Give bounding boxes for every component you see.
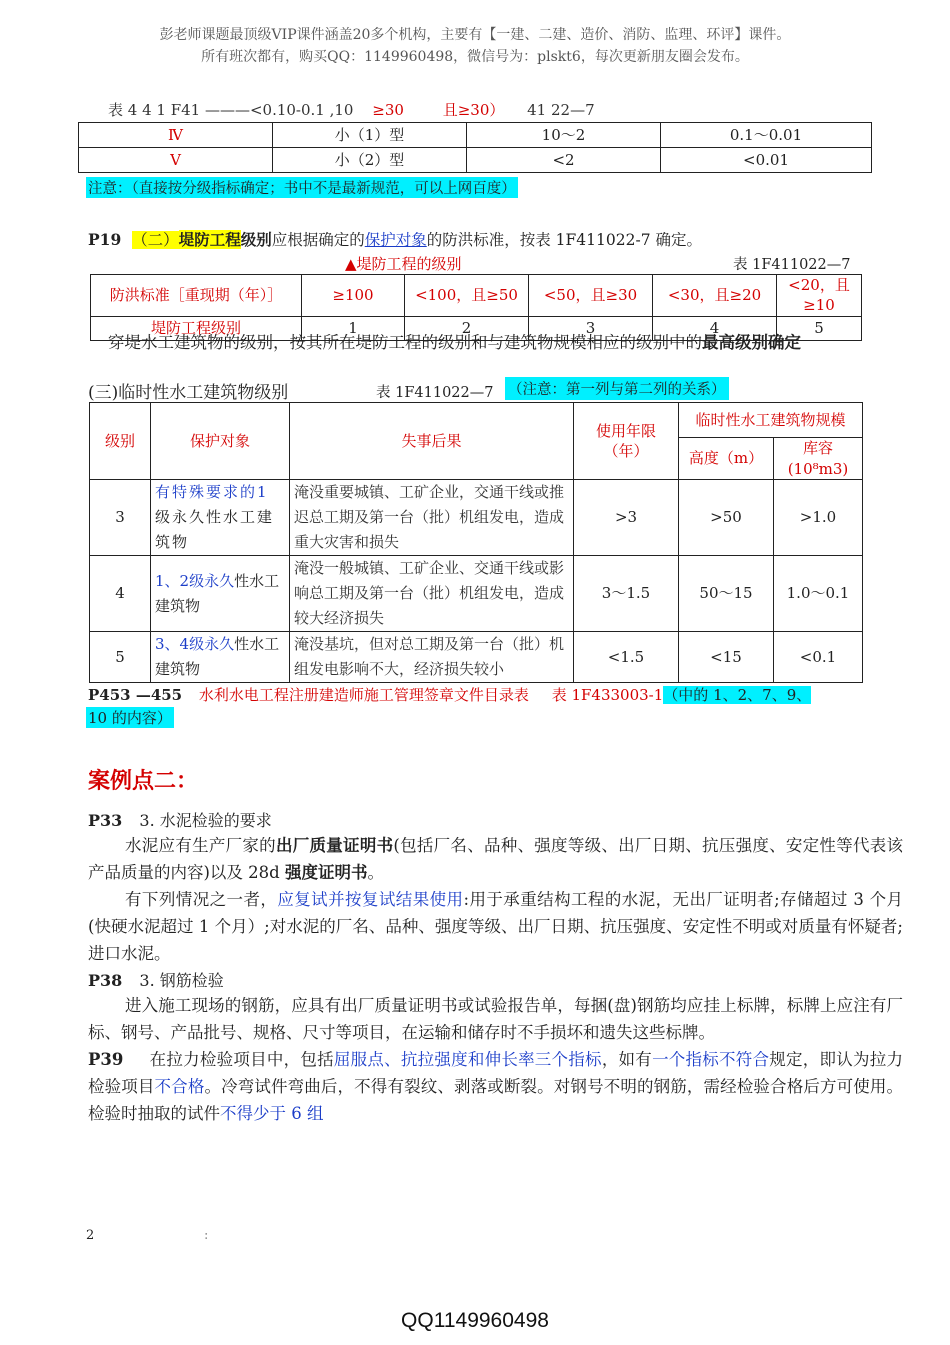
table-row [90,480,863,556]
cell: Ⅴ [79,148,273,173]
p19-part3: 级别 [240,230,272,249]
p453-note-b: 10 的内容） [88,709,172,727]
table-row [90,556,863,632]
cell: <0.01 [661,148,872,173]
cell-capacity: 1.0～0.1 [774,556,863,632]
cell-consequence: 淹没重要城镇、工矿企业，交通干线或推迟总工期及第一台（批）机组发电，造成重大灾害和损失 [290,480,574,556]
t: 规定，即认为拉力检验项目 [88,1050,904,1096]
cell: 0.1～0.01 [661,123,872,148]
cell: Ⅳ [79,123,273,148]
cell-level: 5 [90,632,151,683]
t-bold: 出厂质量证明书 [275,836,394,855]
table1-note: 注意：（直接按分级指标确定；书中不是最新规范，可以上网百度） [86,177,518,198]
levee-table-ref: 表 1F411022—7 [733,257,851,273]
cell-object [151,632,290,683]
cell: 10～2 [467,123,661,148]
cell-years: 3～1.5 [574,556,679,632]
table-dam-scale [78,122,872,173]
page-ref: P19 [88,230,122,249]
capacity-line1: 库容 [802,439,833,458]
p33-title-line [88,808,272,831]
cell: 小（1）型 [273,123,467,148]
t-blue: 不合格 [154,1077,205,1096]
table-row [90,632,863,683]
cell: <30，且≥20 [653,275,777,317]
cell: 堤防工程级别 [91,316,302,340]
cell: 防洪标准［重现期（年）］ [91,275,302,317]
p38-title-line [88,968,224,991]
p453-note-a: （中的 1、2、7、9、 [663,686,812,704]
p39-paragraph [88,1046,903,1127]
p453-title: 水利水电工程注册建造师施工管理签章文件目录表 [198,686,529,704]
page-ref: P38 [88,971,123,990]
partial-tail: 41 22—7 [527,101,595,119]
cell-years: <1.5 [574,632,679,683]
header-line-2: 所有班次都有，购买QQ：1149960498，微信号为：plskt6，每次更新朋友圈会发布。 [201,49,749,65]
t-blue: 不得少于 6 组 [220,1104,324,1123]
object-blue: 1、2级永久 [155,571,235,590]
levee-note-text: 穿堤水工建筑物的级别，按其所在堤防工程的级别和与建筑物规模相应的级别中的 [108,333,702,352]
cell: 1 [302,316,405,340]
cell-level: 4 [90,556,151,632]
cell-height: 50～15 [679,556,774,632]
cell-height: >50 [679,480,774,556]
t-blue: 应复试并按复试结果使用 [277,890,464,909]
partial-red-2: 且≥30） [442,101,505,119]
table-row [79,123,872,148]
cell-consequence: 淹没一般城镇、工矿企业、交通干线或影响总工期及第一台（批）机组发电，造成较大经济损失 [290,556,574,632]
table-row [91,275,862,317]
cell: <50，且≥30 [529,275,653,317]
p19-line [88,228,702,250]
cell: 小（2）型 [273,148,467,173]
cell: <2 [467,148,661,173]
cell-capacity: <0.1 [774,632,863,683]
cell-years: >3 [574,480,679,556]
t: :用于承重结构工程的水泥，无出厂证明者;存储超过 3 个月(快硬水泥超过 1 个月）;对水泥的厂名、品种、强度等级、出厂日期、抗压强度、安定性不明或对质量有怀疑者;进口水泥。 [88,890,904,963]
p33-paragraph-1 [88,832,903,886]
cell-consequence: 淹没基坑，但对总工期及第一台（批）机组发电影响不大，经济损失较小 [290,632,574,683]
object-blue: 3、4级永久 [155,635,235,653]
t-blue: 屈服点、抗拉强度和伸长率三个指标 [333,1050,602,1069]
p38-title: 3. 钢筋检验 [139,971,224,990]
t: 有下列情况之一者， [125,890,278,909]
table-row [79,148,872,173]
page-ref: P39 [88,1050,124,1069]
levee-note-bold: 最高级别确定 [702,333,801,352]
temp-section-title: (三)临时性水工建筑物级别 [88,383,289,403]
header-height: 高度（m） [679,438,774,480]
t-blue: 一个指标不符合 [652,1050,770,1069]
header-years: 使用年限（年） [574,403,679,480]
table-temporary-structures [89,402,863,683]
capacity-line2: (10⁸m3) [787,459,849,478]
p19-part6: 的防洪标准，按表 1F411022-7 确定。 [426,231,702,249]
cell: 3 [529,316,653,340]
temp-note: （注意：第一列与第二列的关系） [505,377,729,400]
cell-level: 3 [90,480,151,556]
cell: ≥100 [302,275,405,317]
page-ref: P33 [88,811,123,830]
case2-heading: 案例点二： [88,769,199,794]
p453-table-ref: 表 1F433003-1 [551,686,664,704]
t: ，如有 [601,1050,653,1069]
cell-height: <15 [679,632,774,683]
cell: <20，且≥10 [777,275,862,317]
page-ref: P453 —455 [88,686,183,704]
t: 水泥应有生产厂家的 [125,836,276,855]
cell-capacity: >1.0 [774,480,863,556]
cell-object [151,556,290,632]
cell-object [151,480,290,556]
footer-mark: : [204,1228,209,1243]
header-level: 级别 [90,403,151,480]
table-header-row [90,403,863,438]
t: 。 [367,863,384,882]
cell: 5 [777,316,862,340]
partial-text: 表 4 4 1 F41 ———<0.10-0.1 ,10 [108,101,354,119]
page-number: 2 [86,1228,95,1243]
cell: 2 [405,316,529,340]
p453-line [88,684,811,705]
object-rest: 级永久性水工建筑物 [155,508,275,551]
p33-paragraph-2 [88,886,903,967]
levee-table-caption: ▲堤防工程的级别 [345,255,462,273]
partial-red-1: ≥30 [372,101,404,119]
t: 在拉力检验项目中，包括 [149,1050,334,1069]
t-bold: 强度证明书 [285,863,368,882]
p19-part1: （二） [132,231,179,249]
p19-part2: 堤防工程 [178,230,241,249]
header-line-1: 彭老师课题最顶级VIP课件涵盖20多个机构，主要有【一建、二建、造价、消防、监理、环评】课件。 [159,27,791,43]
p33-title: 3. 水泥检验的要求 [139,811,272,830]
object-rest: 性水工建筑物 [155,635,280,678]
object-rest: 性水工建筑物 [155,571,280,615]
t: (包括厂名、品种、强度等级、出厂日期、抗压强度、安定性等代表该产品质量的内容)以及 28d [88,836,904,882]
header-capacity [774,438,863,480]
cell: <100，且≥50 [405,275,529,317]
levee-note [108,329,801,353]
header-scale: 临时性水工建筑物规模 [679,403,863,438]
temp-table-ref: 表 1F411022—7 [376,385,494,401]
t: 。冷弯试件弯曲后，不得有裂纹、剥落或断裂。对钢号不明的钢筋，需经检验合格后方可使用。检验时抽取的试件 [88,1077,904,1123]
p19-part5: 保护对象 [364,231,427,249]
object-blue: 有特殊要求的1 [155,483,269,501]
header-object: 保护对象 [151,403,290,480]
header-consequence: 失事后果 [290,403,574,480]
cell: 4 [653,316,777,340]
p19-part4: 应根据确定的 [271,231,365,249]
p38-paragraph: 进入施工现场的钢筋，应具有出厂质量证明书或试验报告单，每捆(盘)钢筋均应挂上标牌，标牌上应注有厂标、钢号、产品批号、规格、尺寸等项目，在运输和储存时不手损坏和遗失这些标牌。 [88,996,903,1042]
footer-qq: QQ1149960498 [401,1309,549,1332]
table1-partial-header [108,99,595,120]
